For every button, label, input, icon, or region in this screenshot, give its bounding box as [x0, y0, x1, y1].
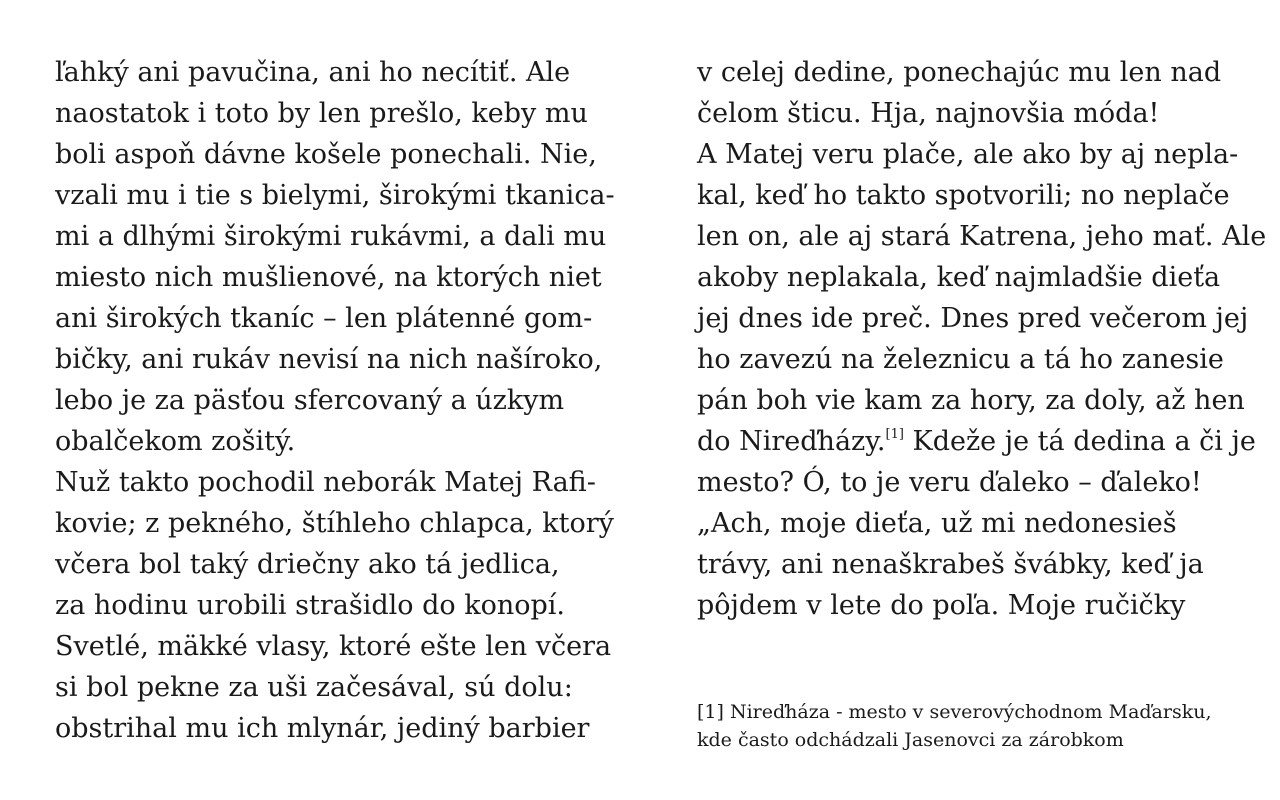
footnote-reference: [1]: [885, 427, 904, 442]
text-line: mesto? Ó, to je veru ďaleko – ďaleko!: [697, 467, 1202, 498]
text-line: „Ach, moje dieťa, už mi nedonesieš: [697, 508, 1177, 539]
footnote-line: kde často odchádzali Jasenovci za zárobkom: [697, 729, 1124, 751]
text-line: mi a dlhými širokými rukávmi, a dali mu: [55, 221, 607, 252]
text-line: Svetlé, mäkké vlasy, ktoré ešte len včera: [55, 631, 612, 662]
left-text-column: [55, 52, 615, 749]
text-line: v celej dedine, ponechajúc mu len nad: [697, 57, 1222, 88]
text-line: naostatok i toto by len prešlo, keby mu: [55, 98, 588, 129]
text-line: akoby neplakala, keď najmladšie dieťa: [697, 262, 1221, 293]
text-line: kovie; z pekného, štíhleho chlapca, ktorý: [55, 508, 614, 539]
text-line: ľahký ani pavučina, ani ho necítiť. Ale: [55, 57, 571, 88]
text-line: lebo je za päsťou sfercovaný a úzkym: [55, 385, 565, 416]
text-line: obalčekom zošitý.: [55, 426, 296, 457]
text-line: vzali mu i tie s bielymi, širokými tkanica-: [55, 180, 615, 211]
text-line: si bol pekne za uši začesával, sú dolu:: [55, 672, 573, 703]
text-line: včera bol taký driečny ako tá jedlica,: [55, 549, 560, 580]
right-text-column: [697, 52, 1267, 626]
text-line-with-footnote-ref: [697, 421, 1257, 462]
text-line: kal, keď ho takto spotvorili; no neplače: [697, 180, 1230, 211]
text-line: Nuž takto pochodil neborák Matej Rafi-: [55, 467, 596, 498]
footnote-line: [1] Nireďháza - mesto v severovýchodnom Maďarsku,: [697, 701, 1212, 723]
text-line: za hodinu urobili strašidlo do konopí.: [55, 590, 565, 621]
text-line: ani širokých tkaníc – len plátenné gom-: [55, 303, 593, 334]
text-segment: Kdeže je tá dedina a či je: [903, 426, 1256, 457]
text-line: boli aspoň dávne košele ponechali. Nie,: [55, 139, 597, 170]
text-line: trávy, ani nenaškrabeš švábky, keď ja: [697, 549, 1204, 580]
text-line: ho zavezú na železnicu a tá ho zanesie: [697, 344, 1224, 375]
text-line: pán boh vie kam za hory, za doly, až hen: [697, 385, 1245, 416]
text-line: obstrihal mu ich mlynár, jediný barbier: [55, 713, 590, 744]
text-line: len on, ale aj stará Katrena, jeho mať. Ale: [697, 221, 1267, 252]
text-line: bičky, ani rukáv nevisí na nich našíroko,: [55, 344, 603, 375]
footnote: [697, 698, 1212, 754]
text-line: čelom šticu. Hja, najnovšia móda!: [697, 98, 1160, 129]
text-line: miesto nich mušlienové, na ktorých niet: [55, 262, 602, 293]
text-line: jej dnes ide preč. Dnes pred večerom jej: [697, 303, 1249, 334]
text-line: A Matej veru plače, ale ako by aj nepla-: [697, 139, 1239, 170]
text-segment: do Nireďházy.: [697, 426, 886, 457]
text-line: pôjdem v lete do poľa. Moje ručičky: [697, 590, 1186, 621]
